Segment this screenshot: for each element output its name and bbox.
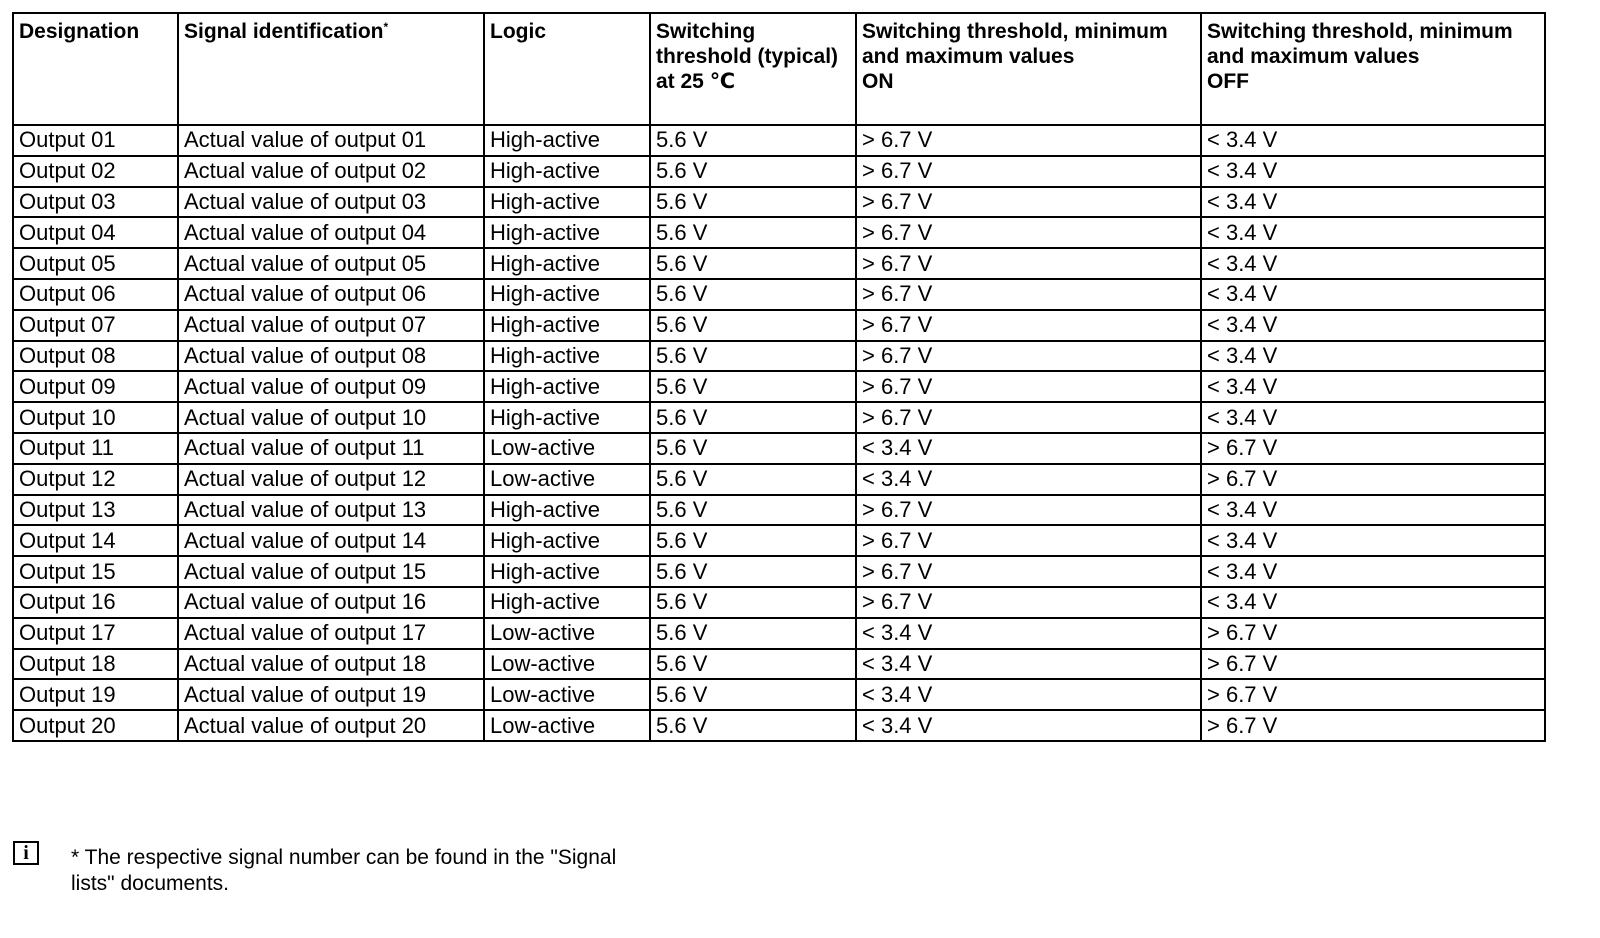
- column-header-line: OFF: [1207, 70, 1249, 93]
- cell-designation: Output 13: [13, 495, 178, 526]
- cell-signal-identification: Actual value of output 06: [178, 279, 484, 310]
- cell-designation: Output 18: [13, 649, 178, 680]
- cell-threshold-off: > 6.7 V: [1201, 679, 1545, 710]
- cell-threshold-off: < 3.4 V: [1201, 217, 1545, 248]
- cell-threshold-on: > 6.7 V: [856, 125, 1201, 156]
- cell-designation: Output 12: [13, 464, 178, 495]
- cell-switching-threshold-typical: 5.6 V: [650, 217, 856, 248]
- cell-signal-identification: Actual value of output 01: [178, 125, 484, 156]
- cell-switching-threshold-typical: 5.6 V: [650, 402, 856, 433]
- cell-signal-identification: Actual value of output 12: [178, 464, 484, 495]
- cell-logic: High-active: [484, 587, 650, 618]
- cell-threshold-on: < 3.4 V: [856, 679, 1201, 710]
- cell-threshold-off: > 6.7 V: [1201, 433, 1545, 464]
- table-row: [13, 341, 1545, 372]
- cell-designation: Output 03: [13, 187, 178, 218]
- cell-switching-threshold-typical: 5.6 V: [650, 464, 856, 495]
- table-row: [13, 525, 1545, 556]
- cell-logic: High-active: [484, 279, 650, 310]
- cell-logic: High-active: [484, 156, 650, 187]
- table-row: [13, 556, 1545, 587]
- cell-switching-threshold-typical: 5.6 V: [650, 679, 856, 710]
- cell-designation: Output 05: [13, 248, 178, 279]
- cell-threshold-on: < 3.4 V: [856, 618, 1201, 649]
- cell-switching-threshold-typical: 5.6 V: [650, 125, 856, 156]
- cell-logic: High-active: [484, 248, 650, 279]
- column-header-line: Designation: [19, 20, 140, 43]
- table-row: [13, 679, 1545, 710]
- cell-signal-identification: Actual value of output 16: [178, 587, 484, 618]
- cell-designation: Output 14: [13, 525, 178, 556]
- cell-threshold-off: > 6.7 V: [1201, 618, 1545, 649]
- column-header-line: and maximum values: [1207, 45, 1420, 68]
- cell-threshold-off: < 3.4 V: [1201, 495, 1545, 526]
- cell-threshold-on: > 6.7 V: [856, 495, 1201, 526]
- cell-logic: High-active: [484, 310, 650, 341]
- cell-threshold-off: < 3.4 V: [1201, 556, 1545, 587]
- cell-threshold-off: < 3.4 V: [1201, 125, 1545, 156]
- cell-switching-threshold-typical: 5.6 V: [650, 341, 856, 372]
- cell-designation: Output 10: [13, 402, 178, 433]
- cell-switching-threshold-typical: 5.6 V: [650, 495, 856, 526]
- cell-switching-threshold-typical: 5.6 V: [650, 525, 856, 556]
- cell-logic: High-active: [484, 495, 650, 526]
- cell-logic: Low-active: [484, 618, 650, 649]
- table-row: [13, 371, 1545, 402]
- cell-designation: Output 01: [13, 125, 178, 156]
- cell-threshold-on: > 6.7 V: [856, 341, 1201, 372]
- cell-switching-threshold-typical: 5.6 V: [650, 587, 856, 618]
- column-header-line: ON: [862, 70, 894, 93]
- cell-signal-identification: Actual value of output 11: [178, 433, 484, 464]
- cell-designation: Output 11: [13, 433, 178, 464]
- table-row: [13, 433, 1545, 464]
- cell-threshold-on: > 6.7 V: [856, 402, 1201, 433]
- cell-threshold-on: < 3.4 V: [856, 710, 1201, 741]
- cell-switching-threshold-typical: 5.6 V: [650, 310, 856, 341]
- cell-threshold-on: < 3.4 V: [856, 649, 1201, 680]
- cell-threshold-off: < 3.4 V: [1201, 310, 1545, 341]
- cell-threshold-on: > 6.7 V: [856, 279, 1201, 310]
- table-row: [13, 464, 1545, 495]
- table-row: [13, 710, 1545, 741]
- cell-designation: Output 02: [13, 156, 178, 187]
- cell-designation: Output 20: [13, 710, 178, 741]
- cell-switching-threshold-typical: 5.6 V: [650, 556, 856, 587]
- column-header-line: and maximum values: [862, 45, 1075, 68]
- cell-designation: Output 16: [13, 587, 178, 618]
- cell-signal-identification: Actual value of output 20: [178, 710, 484, 741]
- cell-switching-threshold-typical: 5.6 V: [650, 279, 856, 310]
- cell-logic: High-active: [484, 125, 650, 156]
- cell-threshold-on: > 6.7 V: [856, 556, 1201, 587]
- cell-designation: Output 09: [13, 371, 178, 402]
- table-row: [13, 495, 1545, 526]
- column-header-logic: [484, 13, 650, 125]
- cell-logic: High-active: [484, 556, 650, 587]
- table-body: [13, 125, 1545, 741]
- cell-signal-identification: Actual value of output 10: [178, 402, 484, 433]
- cell-threshold-off: < 3.4 V: [1201, 587, 1545, 618]
- cell-logic: High-active: [484, 187, 650, 218]
- table-row: [13, 587, 1545, 618]
- cell-designation: Output 08: [13, 341, 178, 372]
- cell-designation: Output 04: [13, 217, 178, 248]
- column-header-threshold-on: [856, 13, 1201, 125]
- cell-switching-threshold-typical: 5.6 V: [650, 156, 856, 187]
- cell-logic: Low-active: [484, 464, 650, 495]
- info-icon: i: [13, 841, 39, 865]
- column-header-line: Switching: [656, 20, 756, 43]
- column-header-line: [184, 19, 478, 44]
- cell-switching-threshold-typical: 5.6 V: [650, 433, 856, 464]
- cell-threshold-off: > 6.7 V: [1201, 649, 1545, 680]
- cell-threshold-on: > 6.7 V: [856, 525, 1201, 556]
- cell-signal-identification: Actual value of output 14: [178, 525, 484, 556]
- cell-threshold-off: < 3.4 V: [1201, 402, 1545, 433]
- column-header-line: Logic: [490, 20, 546, 43]
- cell-signal-identification: Actual value of output 17: [178, 618, 484, 649]
- cell-signal-identification: Actual value of output 19: [178, 679, 484, 710]
- column-header-threshold-off: [1201, 13, 1545, 125]
- cell-signal-identification: Actual value of output 04: [178, 217, 484, 248]
- cell-threshold-on: > 6.7 V: [856, 587, 1201, 618]
- cell-logic: Low-active: [484, 649, 650, 680]
- cell-signal-identification: Actual value of output 07: [178, 310, 484, 341]
- cell-signal-identification: Actual value of output 05: [178, 248, 484, 279]
- footnote-line: * The respective signal number can be found in the "Signal: [71, 846, 617, 869]
- table-row: [13, 402, 1545, 433]
- column-header-line: threshold (typical): [656, 45, 839, 68]
- cell-threshold-off: < 3.4 V: [1201, 187, 1545, 218]
- column-header-line: Switching threshold, minimum: [862, 20, 1168, 43]
- table-row: [13, 279, 1545, 310]
- cell-logic: High-active: [484, 525, 650, 556]
- cell-designation: Output 17: [13, 618, 178, 649]
- cell-signal-identification: Actual value of output 15: [178, 556, 484, 587]
- cell-threshold-off: < 3.4 V: [1201, 371, 1545, 402]
- cell-logic: Low-active: [484, 679, 650, 710]
- cell-threshold-off: < 3.4 V: [1201, 248, 1545, 279]
- table-row: [13, 125, 1545, 156]
- cell-switching-threshold-typical: 5.6 V: [650, 248, 856, 279]
- table-header: [13, 13, 1545, 125]
- cell-threshold-on: > 6.7 V: [856, 371, 1201, 402]
- cell-logic: High-active: [484, 371, 650, 402]
- column-header-signal-identification: [178, 13, 484, 125]
- cell-logic: High-active: [484, 217, 650, 248]
- cell-logic: High-active: [484, 402, 650, 433]
- cell-designation: Output 15: [13, 556, 178, 587]
- table-row: [13, 310, 1545, 341]
- column-header-line: Switching threshold, minimum: [1207, 20, 1513, 43]
- column-header-text: Signal identification: [184, 20, 384, 43]
- table-row: [13, 217, 1545, 248]
- cell-switching-threshold-typical: 5.6 V: [650, 371, 856, 402]
- cell-designation: Output 06: [13, 279, 178, 310]
- cell-threshold-on: > 6.7 V: [856, 187, 1201, 218]
- cell-threshold-off: < 3.4 V: [1201, 156, 1545, 187]
- footnote-marker: *: [383, 20, 389, 34]
- cell-switching-threshold-typical: 5.6 V: [650, 618, 856, 649]
- table-row: [13, 618, 1545, 649]
- cell-designation: Output 19: [13, 679, 178, 710]
- cell-threshold-off: < 3.4 V: [1201, 341, 1545, 372]
- cell-signal-identification: Actual value of output 09: [178, 371, 484, 402]
- cell-signal-identification: Actual value of output 18: [178, 649, 484, 680]
- cell-threshold-on: > 6.7 V: [856, 310, 1201, 341]
- cell-threshold-off: < 3.4 V: [1201, 525, 1545, 556]
- footnote-text: [71, 845, 691, 897]
- cell-signal-identification: Actual value of output 02: [178, 156, 484, 187]
- table-row: [13, 187, 1545, 218]
- signal-table: [12, 12, 1546, 742]
- cell-designation: Output 07: [13, 310, 178, 341]
- cell-threshold-on: > 6.7 V: [856, 248, 1201, 279]
- cell-switching-threshold-typical: 5.6 V: [650, 187, 856, 218]
- cell-threshold-off: > 6.7 V: [1201, 464, 1545, 495]
- table-row: [13, 248, 1545, 279]
- cell-switching-threshold-typical: 5.6 V: [650, 649, 856, 680]
- column-header-switching-threshold-typical: [650, 13, 856, 125]
- cell-threshold-on: > 6.7 V: [856, 156, 1201, 187]
- header-row: [13, 13, 1545, 125]
- cell-logic: High-active: [484, 341, 650, 372]
- column-header-line: at 25 ℃: [656, 70, 736, 93]
- cell-signal-identification: Actual value of output 13: [178, 495, 484, 526]
- cell-logic: Low-active: [484, 433, 650, 464]
- cell-signal-identification: Actual value of output 08: [178, 341, 484, 372]
- cell-threshold-off: > 6.7 V: [1201, 710, 1545, 741]
- cell-threshold-on: > 6.7 V: [856, 217, 1201, 248]
- table-row: [13, 156, 1545, 187]
- cell-threshold-on: < 3.4 V: [856, 464, 1201, 495]
- cell-threshold-on: < 3.4 V: [856, 433, 1201, 464]
- column-header-designation: [13, 13, 178, 125]
- cell-logic: Low-active: [484, 710, 650, 741]
- table-row: [13, 649, 1545, 680]
- cell-signal-identification: Actual value of output 03: [178, 187, 484, 218]
- cell-threshold-off: < 3.4 V: [1201, 279, 1545, 310]
- footnote-line: lists" documents.: [71, 872, 230, 895]
- cell-switching-threshold-typical: 5.6 V: [650, 710, 856, 741]
